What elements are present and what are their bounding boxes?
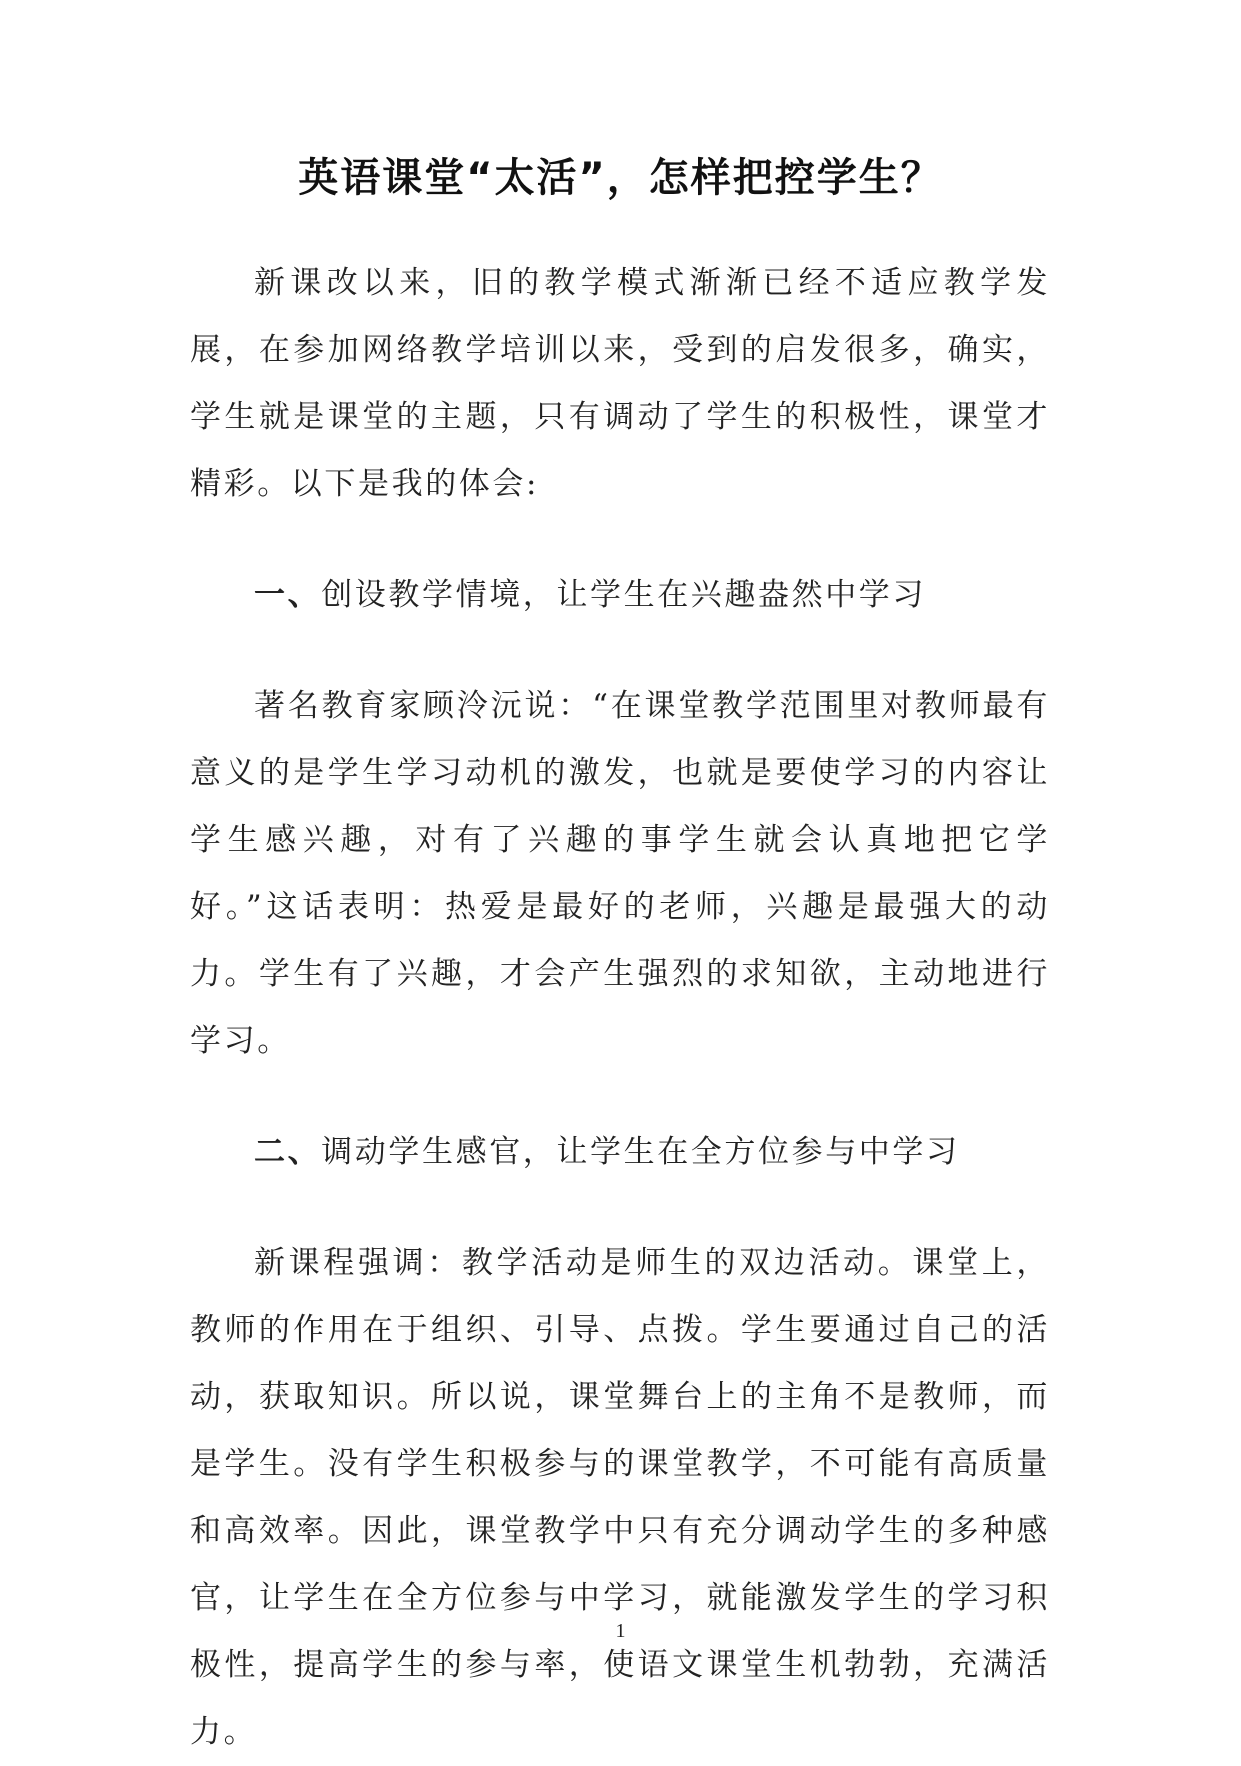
section-number-1: 一、: [254, 577, 322, 613]
page-number: 1: [615, 1620, 626, 1642]
spacer: [190, 518, 1050, 562]
section-paragraph-1: 著名教育家顾泠沅说：“在课堂教学范围里对教师最有意义的是学生学习动机的激发，也就是要使学习的内容让学生感兴趣，对有了兴趣的事学生就会认真地把它学好。”这话表明：热爱是最好的老师，兴趣是最强大的动力。学生有了兴趣，才会产生强烈的求知欲，主动地进行学习。: [190, 688, 1050, 1059]
document-title: 英语课堂“太活”，怎样把控学生？: [298, 155, 943, 201]
spacer: [190, 629, 1050, 673]
section-heading-1: [190, 562, 1050, 629]
section-paragraph-2: 新课程强调：教学活动是师生的双边活动。课堂上，教师的作用在于组织、引导、点拨。学生要通过自己的活动，获取知识。所以说，课堂舞台上的主角不是教师，而是学生。没有学生积极参与的课堂教学，不可能有高质量和高效率。因此，课堂教学中只有充分调动学生的多种感官，让学生在全方位参与中学习，就能激发学生的学习积极性，提高学生的参与率，使语文课堂生机勃勃，充满活力。: [190, 1245, 1050, 1750]
spacer: [190, 1186, 1050, 1230]
spacer: [190, 1075, 1050, 1119]
section-number-2: 二、: [254, 1134, 322, 1170]
intro-paragraph: 新课改以来，旧的教学模式渐渐已经不适应教学发展，在参加网络教学培训以来，受到的启发很多，确实，学生就是课堂的主题，只有调动了学生的积极性，课堂才精彩。以下是我的体会:: [190, 265, 1050, 502]
document-body: [190, 250, 1050, 1766]
section-heading-text-2: 调动学生感官，让学生在全方位参与中学习: [321, 1134, 960, 1170]
section-heading-2: [190, 1119, 1050, 1186]
section-heading-text-1: 创设教学情境，让学生在兴趣盎然中学习: [321, 577, 927, 613]
